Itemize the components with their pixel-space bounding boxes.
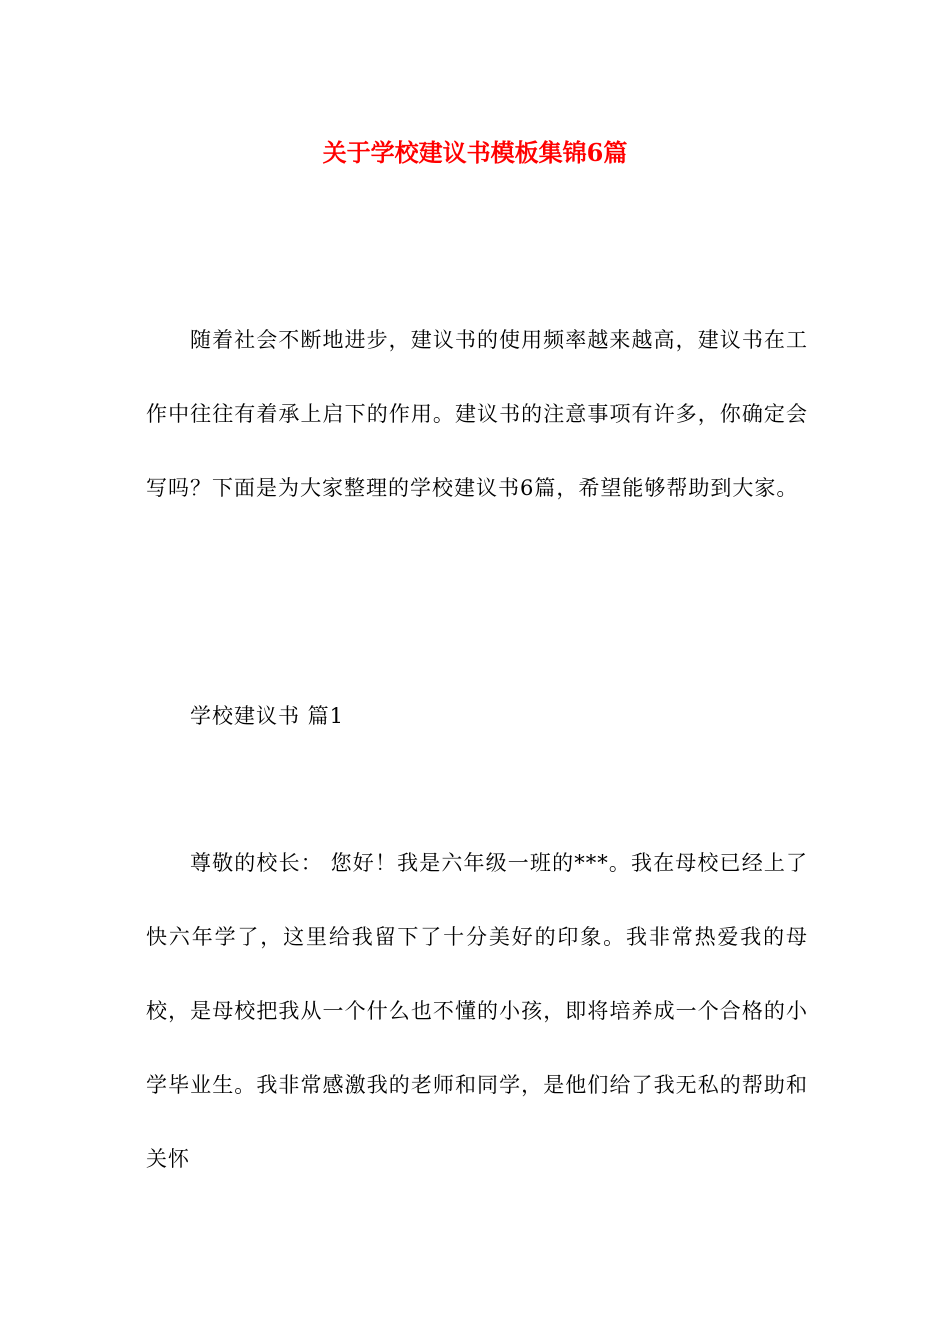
intro-paragraph: 随着社会不断地进步，建议书的使用频率越来越高，建议书在工作中往往有着承上启下的作用。建议书的注意事项有许多，你确定会写吗？下面是为大家整理的学校建议书6篇，希望能够帮助到大家。 [146,328,808,500]
section-heading: 学校建议书 篇1 [190,704,345,728]
document-title: 关于学校建议书模板集锦6篇 [322,138,628,167]
section-body-paragraph: 尊敬的校长： 您好！我是六年级一班的***。我在母校已经上了快六年学了，这里给我留下了十分美好的印象。我非常热爱我的母校，是母校把我从一个什么也不懂的小孩，即将培养成一个合格的小学毕业生。我非常感激我的老师和同学，是他们给了我无私的帮助和关怀 [146,851,808,1171]
